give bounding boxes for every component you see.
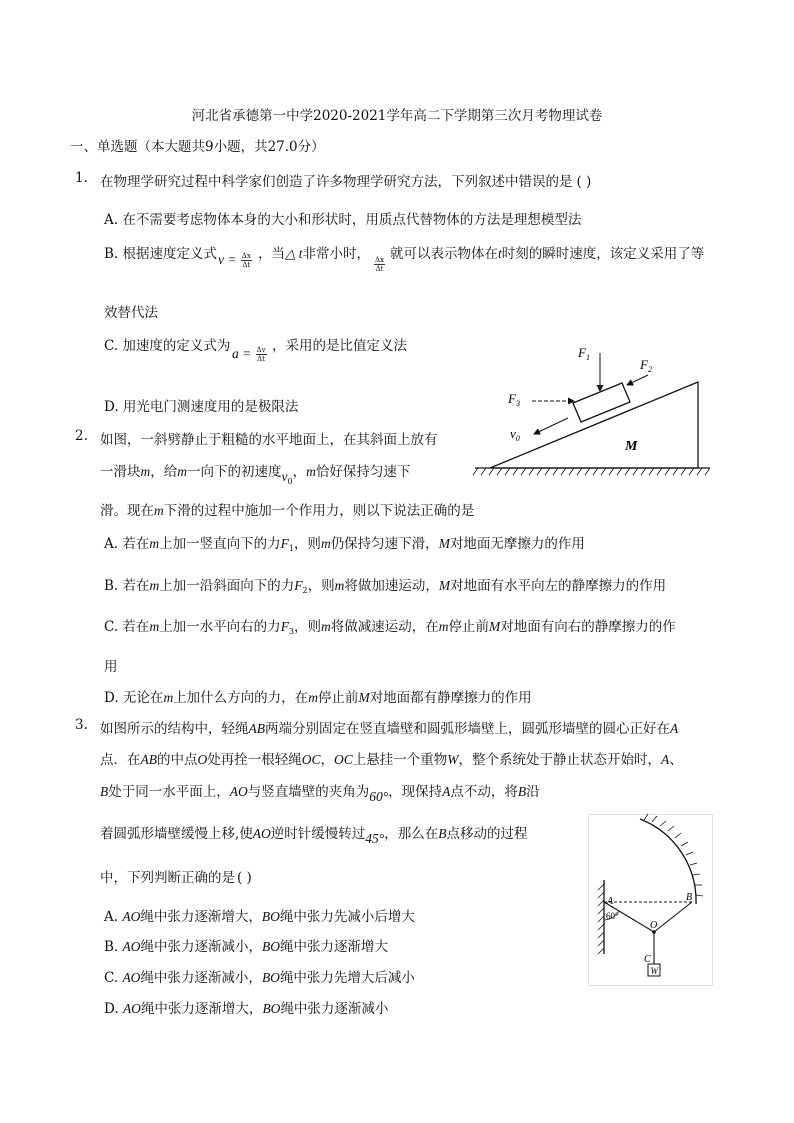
rope-bo bbox=[654, 902, 692, 932]
option-c: C. AO绳中张力逐渐减小，BO绳中张力先增大后减小 bbox=[104, 970, 415, 986]
question-number: 1. bbox=[75, 170, 88, 186]
page-title: 河北省承德第一中学2020-2021学年高二下学期第三次月考物理试卷 bbox=[191, 108, 603, 124]
answer-blank: ( ) bbox=[576, 174, 592, 190]
question-number: 2. bbox=[75, 428, 88, 444]
f3-label: $F_3$ bbox=[508, 391, 520, 408]
question-stem: 在物理学研究过程中科学家们创造了许多物理学研究方法，下列叙述中错误的是 ( ) bbox=[100, 174, 592, 190]
incline-diagram bbox=[470, 335, 720, 480]
rope-wall-diagram bbox=[588, 814, 713, 986]
label-c: C bbox=[644, 954, 651, 965]
sliding-block bbox=[573, 383, 630, 422]
option-d: D. 用光电门测速度用的是极限法 bbox=[104, 399, 299, 415]
option-c: C. 若在m上加一水平向右的力$F_3$，则m将做减速运动，在m停止前M对地面有向右的静摩擦力的作 bbox=[104, 619, 676, 636]
v0-label: $v_0$ bbox=[510, 426, 520, 443]
label-angle: 60° bbox=[606, 911, 619, 921]
label-w: W bbox=[650, 966, 658, 976]
option-c: C. 加速度的定义式为 bbox=[104, 338, 231, 354]
option-d: D. AO绳中张力逐渐增大，BO绳中张力逐渐减小 bbox=[104, 1001, 389, 1017]
answer-blank: ( ) bbox=[237, 870, 252, 886]
velocity-formula: v = $\frac{\Delta x}{\Delta t}$ bbox=[218, 252, 251, 269]
section-heading: 一、单选题（本大题共9小题，共27.0分） bbox=[70, 139, 325, 155]
option-c-continued: 用 bbox=[104, 659, 118, 675]
label-b: B bbox=[686, 892, 693, 903]
option-b: B. 根据速度定义式 bbox=[104, 246, 218, 262]
option-a: A. 在不需要考虑物体本身的大小和形状时，用质点代替物体的方法是理想模型法 bbox=[104, 212, 582, 228]
force-f2-arrow bbox=[627, 375, 648, 385]
fraction-dx-dt: $\frac{\Delta x}{\Delta t}$ bbox=[375, 256, 385, 273]
option-d: D. 无论在m上加什么方向的力，在m停止前M对地面都有静摩擦力的作用 bbox=[104, 690, 532, 706]
v0-arrow bbox=[534, 418, 568, 434]
ground-hatching bbox=[473, 468, 710, 475]
option-a: A. 若在m上加一竖直向下的力$F_1$，则m仍保持匀速下滑，M对地面无摩擦力的作用 bbox=[104, 536, 585, 553]
f2-label: $F_2$ bbox=[640, 357, 652, 374]
option-b: B. AO绳中张力逐渐减小，BO绳中张力逐渐增大 bbox=[104, 939, 389, 955]
f1-label: $F_1$ bbox=[578, 345, 590, 362]
label-a: A bbox=[607, 896, 614, 907]
wedge-label-m: M bbox=[625, 439, 638, 454]
label-o: O bbox=[650, 920, 658, 931]
option-b: B. 若在m上加一沿斜面向下的力$F_2$，则m将做加速运动，M对地面有水平向左的静摩擦力的作用 bbox=[104, 578, 667, 595]
option-a: A. AO绳中张力逐渐增大，BO绳中张力先减小后增大 bbox=[104, 909, 415, 925]
question-number: 3. bbox=[75, 717, 88, 733]
fraction: $\frac{\Delta x}{\Delta t}$ bbox=[241, 252, 251, 269]
wall-hatching bbox=[598, 884, 604, 954]
acceleration-formula: a = $\frac{\Delta v}{\Delta t}$ bbox=[232, 346, 266, 363]
option-b-continued: 效替代法 bbox=[104, 305, 158, 321]
